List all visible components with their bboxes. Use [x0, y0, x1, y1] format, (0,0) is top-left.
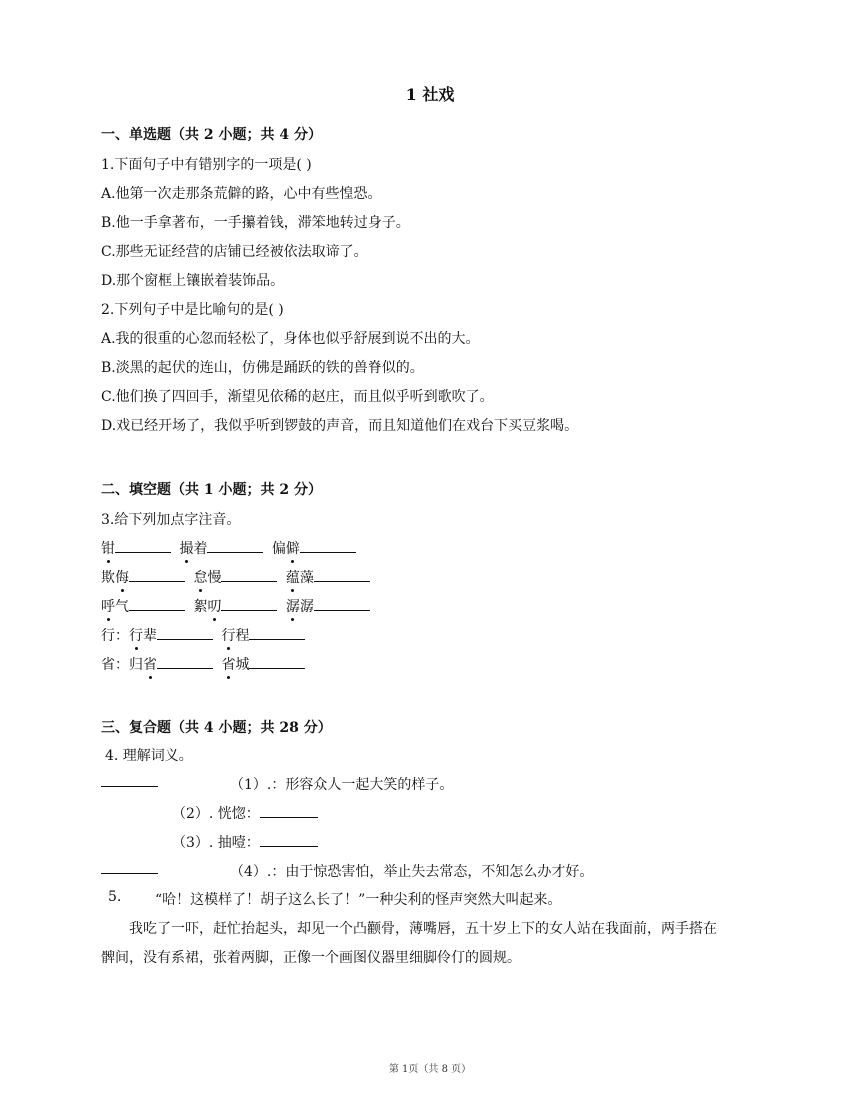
question-4-stem: 4. 理解词义。	[105, 748, 193, 764]
page-title: 1 社戏	[405, 85, 455, 104]
answer-blank[interactable]	[129, 598, 185, 611]
dotted-char: 行	[129, 625, 143, 645]
answer-blank[interactable]	[314, 569, 370, 582]
answer-blank[interactable]	[221, 598, 277, 611]
question-5-paragraph-line-1: 我吃了一吓，赶忙抬起头，却见一个凸颧骨，薄嘴唇，五十岁上下的女人站在我面前，两手搭在	[129, 921, 717, 937]
question-1-option-b: B.他一手拿著布，一手攥着钱，滞笨地转过身子。	[101, 215, 410, 231]
section-heading-fill-blank: 二、填空题（共 1 小题；共 2 分）	[101, 482, 322, 498]
pinyin-row-4: 行：行辈 行程	[101, 625, 309, 645]
answer-blank[interactable]	[157, 656, 213, 669]
answer-blank[interactable]	[314, 598, 370, 611]
section-heading-composite: 三、复合题（共 4 小题；共 28 分）	[101, 720, 332, 736]
section-heading-single-choice: 一、单选题（共 2 小题；共 4 分）	[101, 127, 322, 143]
dotted-char: 撮	[179, 538, 193, 558]
dotted-char: 僻	[286, 538, 300, 558]
question-5-quote: “哈！这模样了！胡子这么长了！”一种尖利的怪声突然大叫起来。	[155, 892, 562, 908]
dotted-char: 叨	[207, 596, 221, 616]
dotted-char: 省	[143, 654, 157, 674]
question-3-stem: 3.给下列加点字注音。	[101, 512, 241, 528]
question-4-item-3: （3）. 抽噎：	[172, 832, 322, 852]
answer-blank[interactable]	[207, 540, 263, 553]
question-5-paragraph-line-2: 髀间，没有系裙，张着两脚，正像一个画图仪器里细脚伶仃的圆规。	[101, 950, 521, 966]
pinyin-row-1: 钳 撮着 偏僻	[101, 538, 360, 558]
question-2-option-a: A.我的很重的心忽而轻松了，身体也似乎舒展到说不出的大。	[101, 331, 480, 347]
dotted-char: 怠	[193, 567, 207, 587]
question-1-option-d: D.那个窗框上镶嵌着装饰品。	[101, 273, 285, 289]
pinyin-row-3: 呼气 絮叨 潺潺	[101, 596, 374, 616]
question-4-item-2: （2）. 恍惚：	[172, 803, 322, 823]
dotted-char: 潺	[286, 596, 300, 616]
answer-blank[interactable]	[300, 540, 356, 553]
answer-blank[interactable]	[157, 627, 213, 640]
answer-blank[interactable]	[249, 627, 305, 640]
dotted-char: 省	[221, 654, 235, 674]
answer-blank[interactable]	[101, 786, 158, 787]
question-1-option-c: C.那些无证经营的店铺已经被依法取谛了。	[101, 244, 368, 260]
answer-blank[interactable]	[101, 873, 158, 874]
answer-blank[interactable]	[115, 540, 171, 553]
question-1-option-a: A.他第一次走那条荒僻的路，心中有些惶恐。	[101, 186, 382, 202]
question-4-item-1: （1）.：形容众人一起大笑的样子。	[230, 777, 454, 793]
answer-blank[interactable]	[260, 805, 318, 818]
dotted-char: 行	[221, 625, 235, 645]
question-2-option-d: D.戏已经开场了，我似乎听到锣鼓的声音，而且知道他们在戏台下买豆浆喝。	[101, 418, 579, 434]
dotted-char: 侮	[115, 567, 129, 587]
dotted-char: 钳	[101, 538, 115, 558]
pinyin-row-2: 欺侮 怠慢 蕴藻	[101, 567, 374, 587]
question-2-option-c: C.他们换了四回手，渐望见依稀的赵庄，而且似乎听到歌吹了。	[101, 389, 494, 405]
dotted-char: 蕴	[286, 567, 300, 587]
question-2-option-b: B.淡黑的起伏的连山，仿佛是踊跃的铁的兽脊似的。	[101, 360, 424, 376]
question-4-item-4: （4）.：由于惊恐害怕，举止失去常态，不知怎么办才好。	[230, 864, 594, 880]
page-footer: 第 1页（共 8 页）	[388, 1064, 472, 1075]
pinyin-row-5: 省：归省 省城	[101, 654, 309, 674]
question-1-stem: 1.下面句子中有错别字的一项是( )	[101, 157, 312, 173]
answer-blank[interactable]	[129, 569, 185, 582]
question-5-number: 5.	[108, 889, 122, 905]
dotted-char: 呼	[101, 596, 115, 616]
answer-blank[interactable]	[260, 834, 318, 847]
answer-blank[interactable]	[221, 569, 277, 582]
question-2-stem: 2.下列句子中是比喻句的是( )	[101, 302, 284, 318]
answer-blank[interactable]	[249, 656, 305, 669]
